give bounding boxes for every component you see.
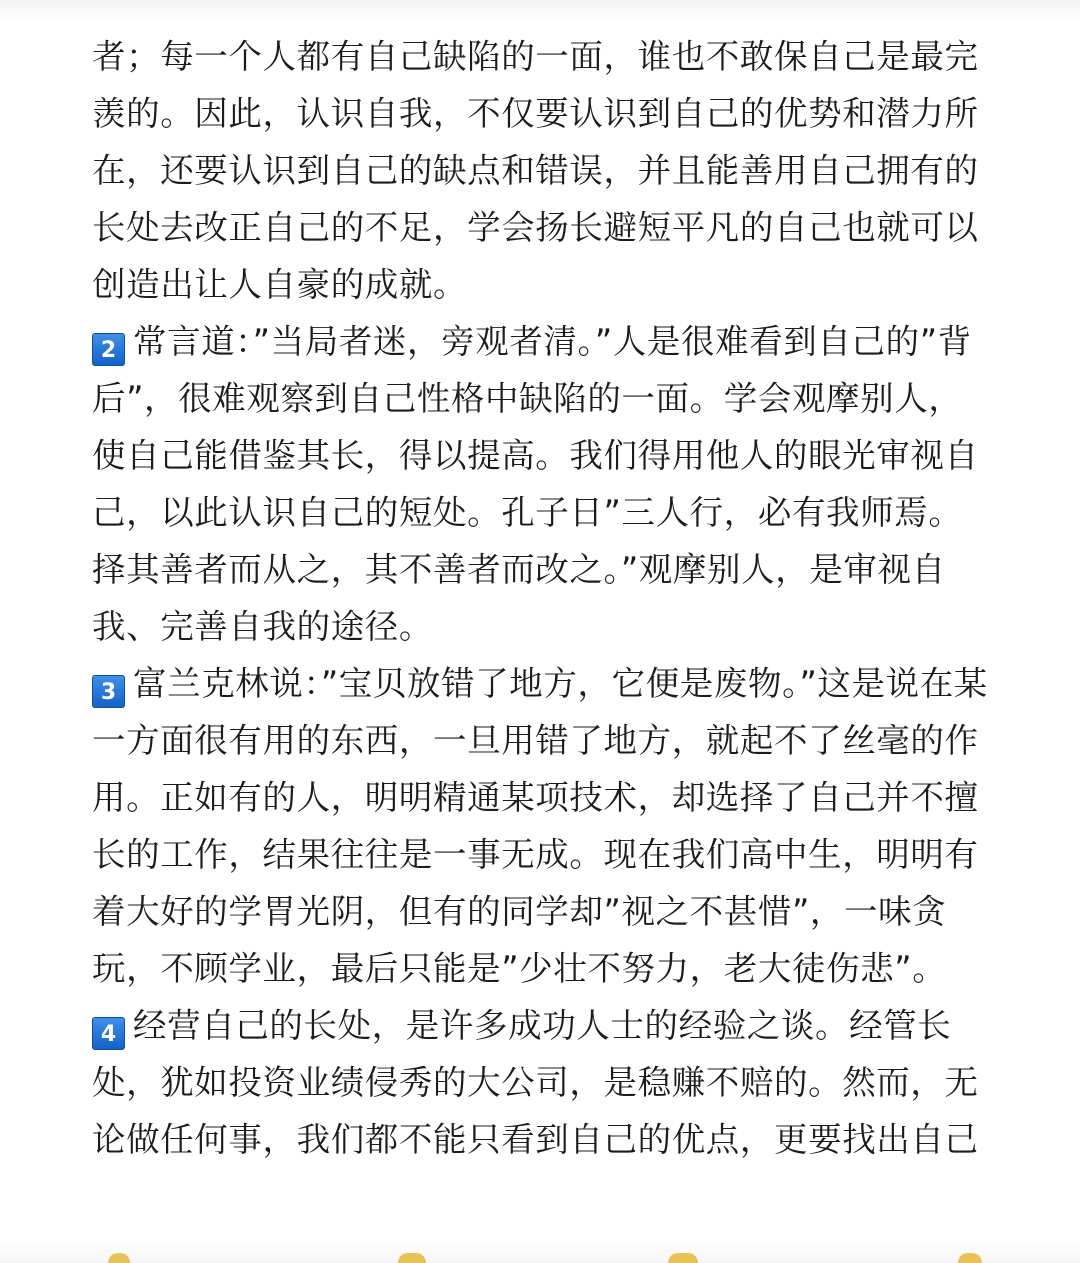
paragraph-2 bbox=[92, 313, 992, 655]
number-4-badge-icon: 4 bbox=[92, 1017, 125, 1050]
partial-icon-4 bbox=[958, 1253, 982, 1263]
partial-icon-3 bbox=[668, 1253, 698, 1263]
number-2-badge-icon: 2 bbox=[92, 333, 125, 366]
partial-icon-2 bbox=[398, 1253, 426, 1263]
paragraph-4-text: 经营自己的长处，是许多成功人士的经验之谈。经管长处，犹如投资业绩侵秀的大公司，是稳赚不赔的。然而，无论做任何事，我们都不能只看到自己的优点，更要找出自己 bbox=[92, 1006, 979, 1159]
top-edge bbox=[0, 0, 1080, 22]
article-body bbox=[92, 28, 992, 1168]
number-3-badge-icon: 3 bbox=[92, 675, 125, 708]
partial-icon-1 bbox=[108, 1253, 130, 1263]
paragraph-intro: 者；每一个人都有自己缺陷的一面，谁也不敢保自己是最完羡的。因此，认识自我，不仅要认识到自己的优势和潜力所在，还要认识到自己的缺点和错误，并且能善用自己拥有的长处去改正自己的不足，学会扬长避短平凡的自己也就可以创造出让人自豪的成就。 bbox=[92, 37, 979, 304]
paragraph-4 bbox=[92, 997, 992, 1168]
paragraph-2-text: 常言道：”当局者迷，旁观者清。”人是很难看到自己的”背后”，很难观察到自己性格中缺陷的一面。学会观摩别人，使自己能借鉴其长，得以提高。我们得用他人的眼光审视自己，以此认识自己的短处。孔子日”三人行，必有我师焉。择其善者而从之，其不善者而改之。”观摩别人，是审视自我、完善自我的途径。 bbox=[92, 322, 979, 646]
paragraph-3 bbox=[92, 655, 992, 997]
bottom-edge bbox=[0, 1238, 1080, 1263]
paragraph-3-text: 富兰克林说：”宝贝放错了地方，它便是废物。”这是说在某一方面很有用的东西，一旦用错了地方，就起不了丝毫的作用。正如有的人，明明精通某项技术，却选择了自己并不擅长的工作，结果往往是一事无成。现在我们高中生，明明有着大好的学胃光阴，但有的同学却”视之不甚惜”，一味贪玩，不顾学业，最后只能是”少壮不努力，老大徒伤悲”。 bbox=[92, 664, 988, 988]
